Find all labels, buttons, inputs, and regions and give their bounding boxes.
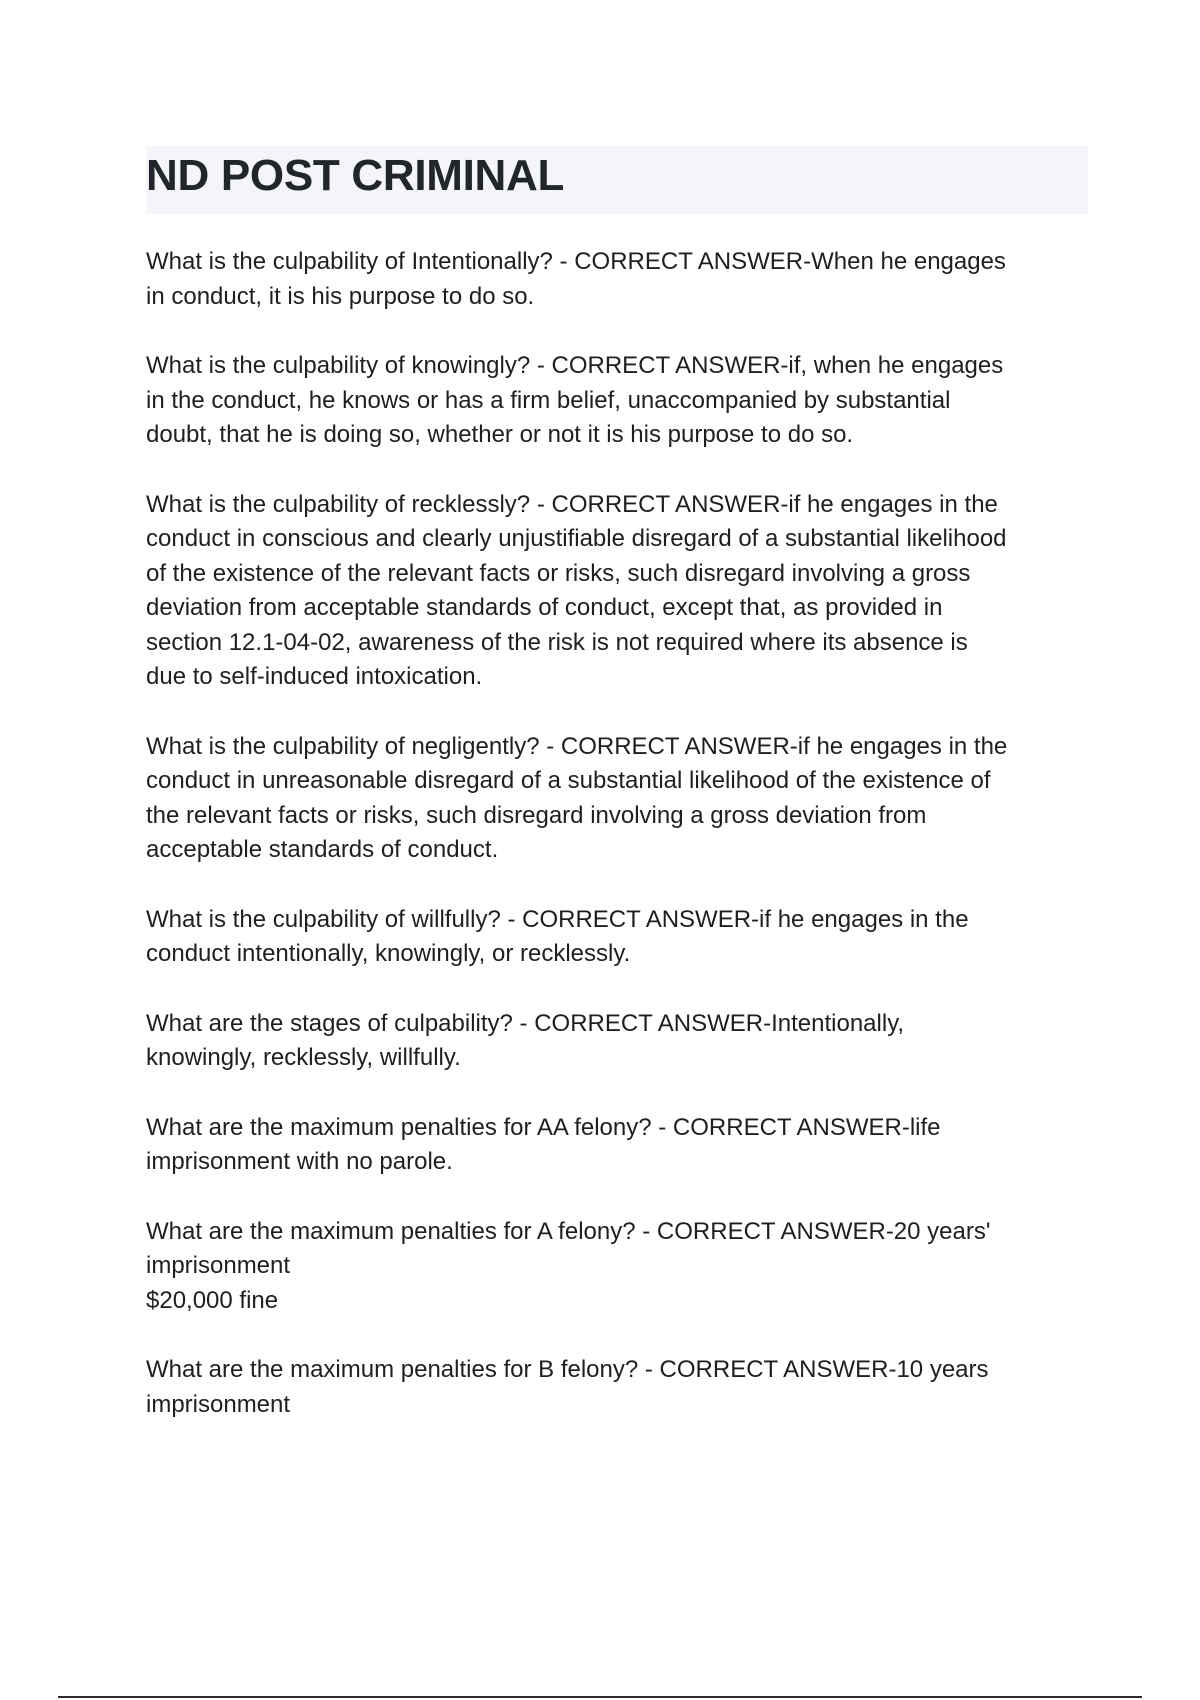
qa-item: What is the culpability of Intentionally? - CORRECT ANSWER-When he engages in conduct, it is his purpose to do so. [146,248,1006,310]
qa-item: What is the culpability of willfully? - CORRECT ANSWER-if he engages in the conduct intentionally, knowingly, or recklessly. [146,905,969,967]
qa-item: What is the culpability of knowingly? - CORRECT ANSWER-if, when he engages in the conduct, he knows or has a firm belief, unaccompanied by substantial doubt, that he is doing so, whether or not it is his purpose to do so. [146,352,1004,448]
title-band [146,146,1088,214]
qa-item: What are the maximum penalties for AA felony? - CORRECT ANSWER-life imprisonment with no parole. [146,1113,941,1175]
qa-list [146,245,1096,1457]
qa-item: What is the culpability of recklessly? - CORRECT ANSWER-if he engages in the conduct in conscious and clearly unjustifiable disregard of a substantial likelihood of the existence of the relevant facts or risks, such disregard involving a gross deviation from acceptable standards of conduct, except that, as provided in section 12.1-04-02, awareness of the risk is not required where its absence is due to self-induced intoxication. [146,490,1007,690]
qa-item: What are the stages of culpability? - CORRECT ANSWER-Intentionally, knowingly, recklessly, willfully. [146,1009,905,1071]
bottom-divider [58,1696,1142,1698]
qa-item: What is the culpability of negligently? - CORRECT ANSWER-if he engages in the conduct in unreasonable disregard of a substantial likelihood of the existence of the relevant facts or risks, such disregard involving a gross deviation from acceptable standards of conduct. [146,732,1008,863]
qa-item: What are the maximum penalties for A felony? - CORRECT ANSWER-20 years' imprisonment $20,000 fine [146,1217,991,1314]
page-title: ND POST CRIMINAL [146,151,565,200]
qa-item: What are the maximum penalties for B felony? - CORRECT ANSWER-10 years imprisonment [146,1356,989,1418]
